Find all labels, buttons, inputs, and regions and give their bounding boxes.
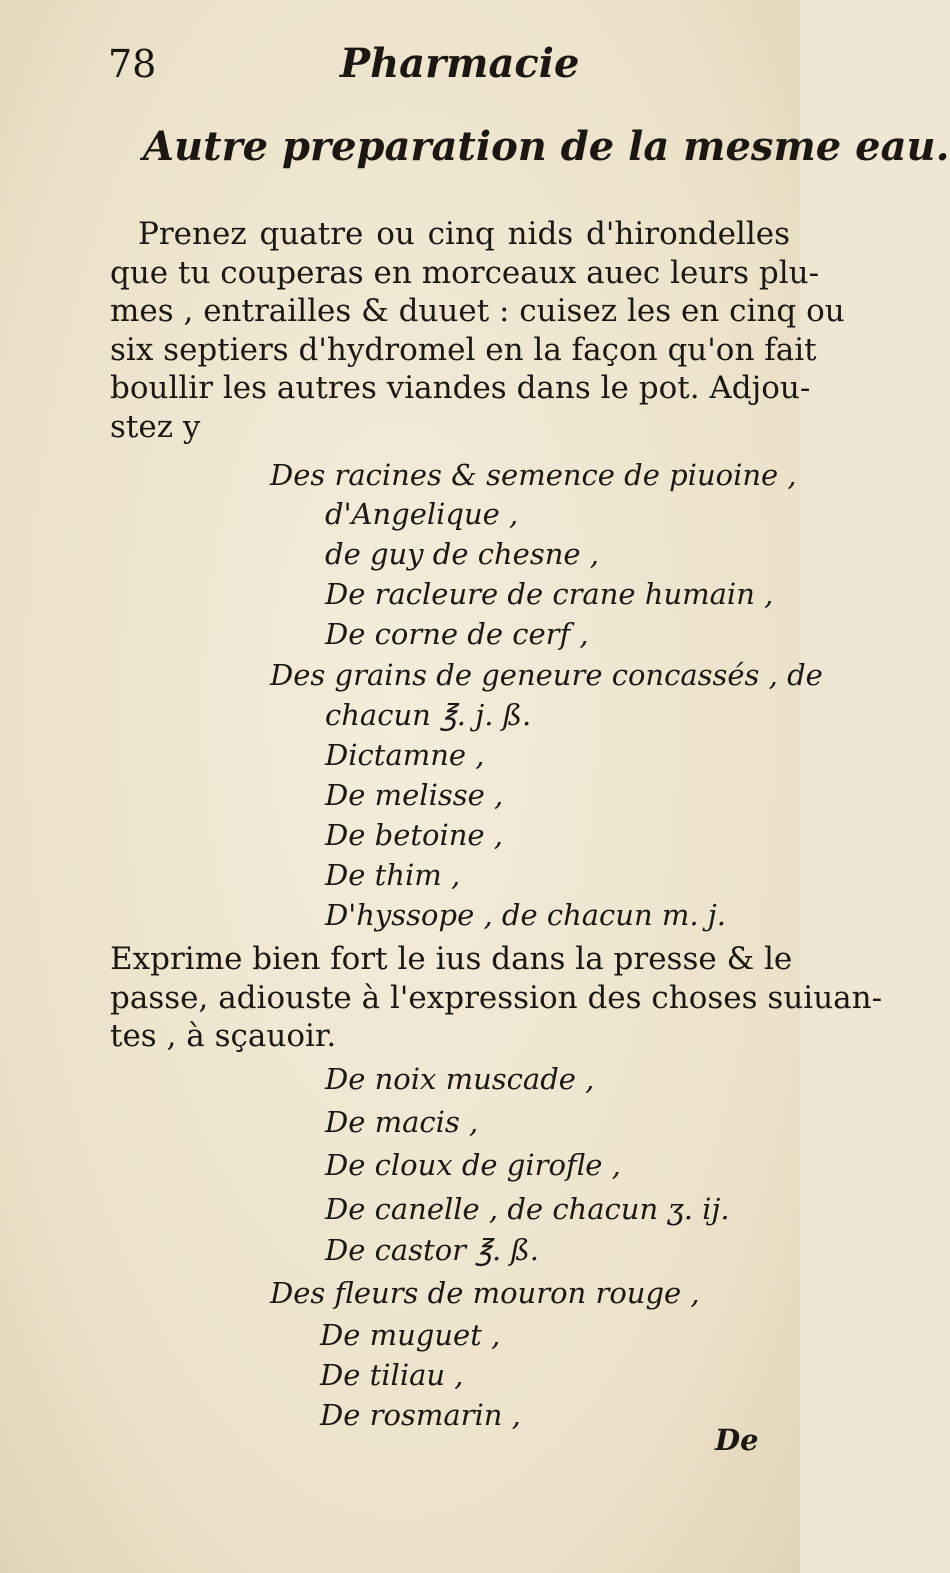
ingredient-line: chacun ℥. j. ß. [325, 698, 532, 732]
ingredient-line: De thim , [325, 858, 461, 892]
ingredient-line: De betoine , [325, 818, 504, 852]
ingredient-line: De castor ℥. ß. [325, 1233, 540, 1267]
ingredient-line: D'hyssope , de chacun m. j. [325, 898, 727, 932]
text-line: mes , entrailles & duuet : cuisez les en cinq ou [110, 293, 845, 329]
ingredient-line: Des grains de geneure concassés , de [270, 658, 823, 692]
ingredient-line: Des fleurs de mouron rouge , [270, 1276, 700, 1310]
paragraph-1 [110, 215, 845, 446]
ingredient-line: De corne de cerf , [325, 617, 589, 651]
text-line: que tu couperas en morceaux auec leurs plu- [110, 254, 820, 291]
ingredient-line: De tiliau , [320, 1358, 464, 1392]
text-line: tes , à sçauoir. [110, 1018, 337, 1054]
text-line: Prenez quatre ou cinq nids d'hirondelles [138, 216, 790, 252]
ingredient-line: De macis , [325, 1105, 479, 1139]
ingredient-line: De noix muscade , [325, 1062, 595, 1096]
text-line: passe, adiouste à l'expression des choses suiuan- [110, 979, 883, 1016]
ingredient-line: de guy de chesne , [325, 537, 599, 571]
section-title: Autre preparation de la mesme eau. [143, 123, 950, 170]
text-line: boullir les autres viandes dans le pot. Adjou- [110, 370, 811, 406]
ingredient-line: De canelle , de chacun ʒ. ij. [325, 1192, 730, 1226]
text-line: six septiers d'hydromel en la façon qu'on fait [110, 331, 817, 368]
ingredient-line: De cloux de girofle , [325, 1148, 621, 1182]
ingredient-line: De muguet , [320, 1318, 501, 1352]
catchword: De [715, 1423, 759, 1457]
text-line: stez y [110, 408, 201, 445]
text-line: Exprime bien fort le ius dans la presse & le [110, 941, 793, 977]
ingredient-line: De rosmarin , [320, 1398, 521, 1432]
ingredient-line: d'Angelique , [325, 497, 519, 531]
ingredient-line: Dictamne , [325, 738, 485, 772]
ingredient-line: De racleure de crane humain , [325, 577, 774, 611]
paragraph-2 [110, 940, 883, 1056]
page-number: 78 [108, 42, 157, 86]
ingredient-line: De melisse , [325, 778, 504, 812]
ingredient-line: Des racines & semence de piuoine , [270, 458, 797, 492]
running-head: Pharmacie [340, 40, 580, 87]
